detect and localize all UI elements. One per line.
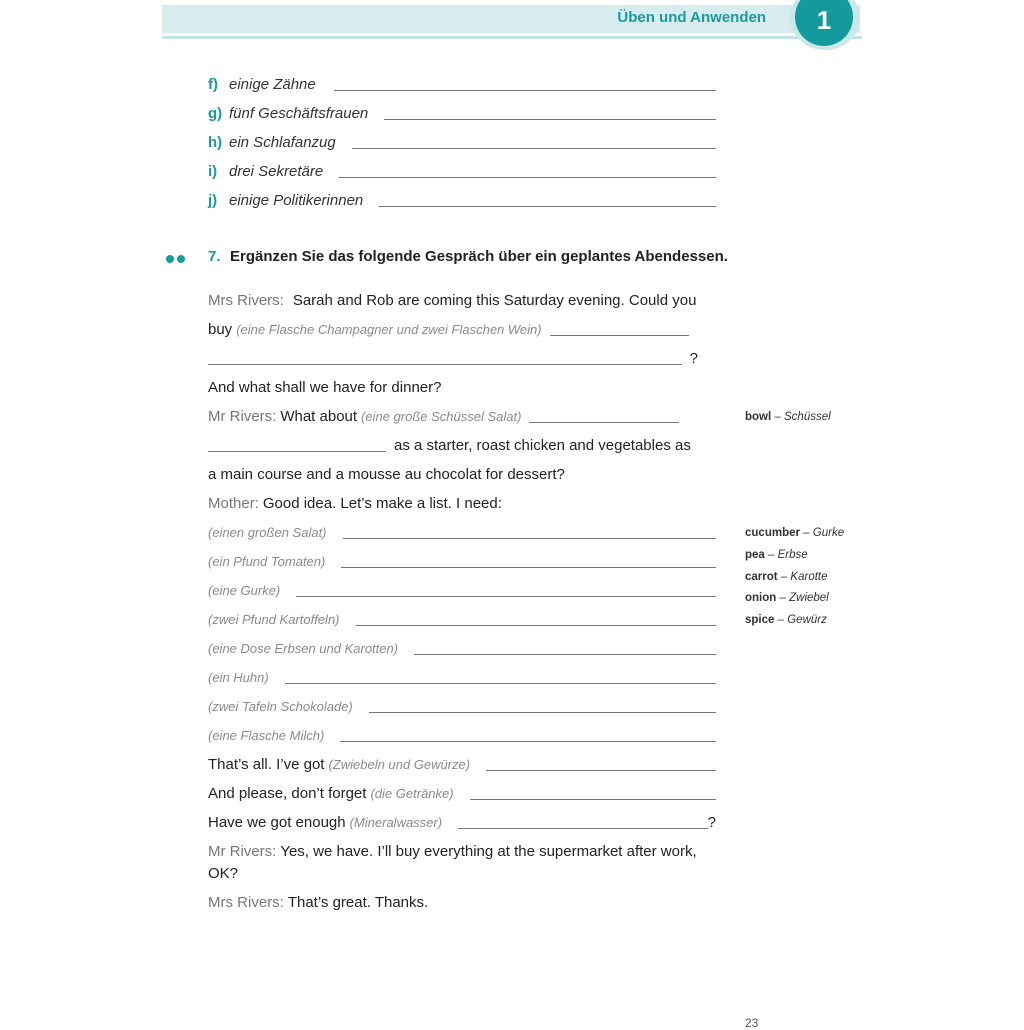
dialogue-text: And what shall we have for dinner? bbox=[208, 379, 442, 396]
hint-text: (eine Gurke) bbox=[208, 583, 281, 598]
dialogue-line bbox=[208, 292, 696, 310]
dialogue-text: Good idea. Let’s make a list. I need: bbox=[262, 495, 502, 512]
item-text: einige Zähne bbox=[229, 76, 316, 93]
answer-line[interactable] bbox=[356, 624, 716, 626]
list-item bbox=[208, 192, 716, 210]
answer-line[interactable] bbox=[529, 421, 679, 423]
shopping-item bbox=[208, 698, 716, 716]
vocab-entry: bowl – Schüssel bbox=[745, 411, 831, 423]
exercise-number: 7. bbox=[208, 248, 221, 265]
answer-line[interactable] bbox=[208, 450, 386, 452]
dialogue-line bbox=[208, 843, 697, 861]
hint-text: (die Getränke) bbox=[370, 786, 454, 801]
page-number: 23 bbox=[745, 1016, 759, 1030]
hint-text: (Mineralwasser) bbox=[349, 815, 443, 830]
list-item bbox=[208, 134, 716, 152]
speaker: Mr Rivers: bbox=[208, 408, 277, 425]
answer-line[interactable] bbox=[369, 711, 716, 713]
dialogue-line bbox=[208, 379, 441, 397]
answer-line[interactable] bbox=[470, 798, 716, 800]
list-item bbox=[208, 163, 716, 181]
vocab-entry: onion – Zwiebel bbox=[745, 592, 829, 604]
dialogue-line bbox=[208, 350, 698, 368]
chapter-number-badge: 1 bbox=[795, 0, 853, 46]
hint-text: (zwei Tafeln Schokolade) bbox=[208, 699, 353, 714]
dialogue-line bbox=[208, 894, 428, 912]
answer-line[interactable] bbox=[296, 595, 716, 597]
header-divider bbox=[162, 36, 862, 39]
answer-line[interactable] bbox=[208, 363, 682, 365]
answer-line[interactable] bbox=[486, 769, 716, 771]
chapter-title: Üben und Anwenden bbox=[617, 9, 766, 26]
difficulty-dots-icon bbox=[166, 255, 185, 263]
list-item bbox=[208, 105, 716, 123]
dialogue-line bbox=[208, 408, 679, 426]
shopping-item bbox=[208, 582, 716, 600]
hint-text: (eine Flasche Champagner und zwei Flaschen Wein) bbox=[236, 322, 542, 337]
answer-line[interactable] bbox=[458, 827, 708, 829]
item-text: ein Schlafanzug bbox=[229, 134, 336, 151]
answer-line[interactable] bbox=[334, 89, 716, 91]
dialogue-text: OK? bbox=[208, 865, 239, 882]
vocab-entry: cucumber – Gurke bbox=[745, 527, 845, 539]
answer-line[interactable] bbox=[339, 176, 716, 178]
dialogue-line bbox=[208, 321, 689, 339]
dialogue-line bbox=[208, 437, 691, 455]
item-letter: j) bbox=[208, 192, 218, 209]
dialogue-line bbox=[208, 495, 502, 513]
answer-line[interactable] bbox=[343, 537, 716, 539]
hint-text: (ein Pfund Tomaten) bbox=[208, 554, 326, 569]
question-mark: ? bbox=[707, 814, 716, 831]
answer-line[interactable] bbox=[285, 682, 716, 684]
shopping-item bbox=[208, 727, 716, 745]
dialogue-line bbox=[208, 756, 716, 774]
shopping-item bbox=[208, 669, 716, 687]
speaker: Mr Rivers: bbox=[208, 843, 277, 860]
question-mark: ? bbox=[689, 350, 698, 367]
dialogue-line bbox=[208, 814, 716, 832]
hint-text: (Zwiebeln und Gewürze) bbox=[328, 757, 471, 772]
dialogue-text: What about bbox=[280, 408, 358, 425]
speaker: Mrs Rivers: bbox=[208, 894, 284, 911]
item-letter: g) bbox=[208, 105, 223, 122]
hint-text: (einen großen Salat) bbox=[208, 525, 327, 540]
dialogue-line bbox=[208, 865, 238, 883]
item-letter: i) bbox=[208, 163, 218, 180]
item-text: fünf Geschäftsfrauen bbox=[229, 105, 369, 122]
answer-line[interactable] bbox=[384, 118, 716, 120]
answer-line[interactable] bbox=[341, 566, 716, 568]
answer-line[interactable] bbox=[340, 740, 716, 742]
item-text: einige Politikerinnen bbox=[229, 192, 364, 209]
dialogue-text: That’s great. Thanks. bbox=[287, 894, 429, 911]
item-letter: f) bbox=[208, 76, 218, 93]
dialogue-text: buy bbox=[208, 321, 233, 338]
dialogue-text: That’s all. I’ve got bbox=[208, 756, 325, 773]
dialogue-text: as a starter, roast chicken and vegetables as bbox=[394, 437, 691, 454]
shopping-item bbox=[208, 553, 716, 571]
hint-text: (zwei Pfund Kartoffeln) bbox=[208, 612, 340, 627]
exercise-title: Ergänzen Sie das folgende Gespräch über ein geplantes Abendessen. bbox=[230, 248, 728, 265]
hint-text: (eine Flasche Milch) bbox=[208, 728, 325, 743]
answer-line[interactable] bbox=[414, 653, 716, 655]
dialogue-text: Have we got enough bbox=[208, 814, 346, 831]
answer-line[interactable] bbox=[352, 147, 716, 149]
item-text: drei Sekretäre bbox=[229, 163, 324, 180]
dialogue-line bbox=[208, 466, 565, 484]
list-item bbox=[208, 76, 716, 94]
vocab-entry: pea – Erbse bbox=[745, 549, 808, 561]
answer-line[interactable] bbox=[379, 205, 716, 207]
hint-text: (eine Dose Erbsen und Karotten) bbox=[208, 641, 399, 656]
speaker: Mother: bbox=[208, 495, 259, 512]
vocab-entry: spice – Gewürz bbox=[745, 614, 827, 626]
speaker: Mrs Rivers: bbox=[208, 292, 284, 309]
shopping-item bbox=[208, 640, 716, 658]
answer-line[interactable] bbox=[550, 334, 689, 336]
dialogue-text: Sarah and Rob are coming this Saturday evening. Could you bbox=[292, 292, 697, 309]
dialogue-text: And please, don’t forget bbox=[208, 785, 367, 802]
shopping-item bbox=[208, 524, 716, 542]
vocab-entry: carrot – Karotte bbox=[745, 571, 828, 583]
item-letter: h) bbox=[208, 134, 223, 151]
dialogue-line bbox=[208, 785, 716, 803]
dialogue-text: a main course and a mousse au chocolat for dessert? bbox=[208, 466, 565, 483]
dialogue-text: Yes, we have. I’ll buy everything at the supermarket after work, bbox=[280, 843, 697, 860]
shopping-item bbox=[208, 611, 716, 629]
hint-text: (ein Huhn) bbox=[208, 670, 269, 685]
hint-text: (eine große Schüssel Salat) bbox=[361, 409, 522, 424]
